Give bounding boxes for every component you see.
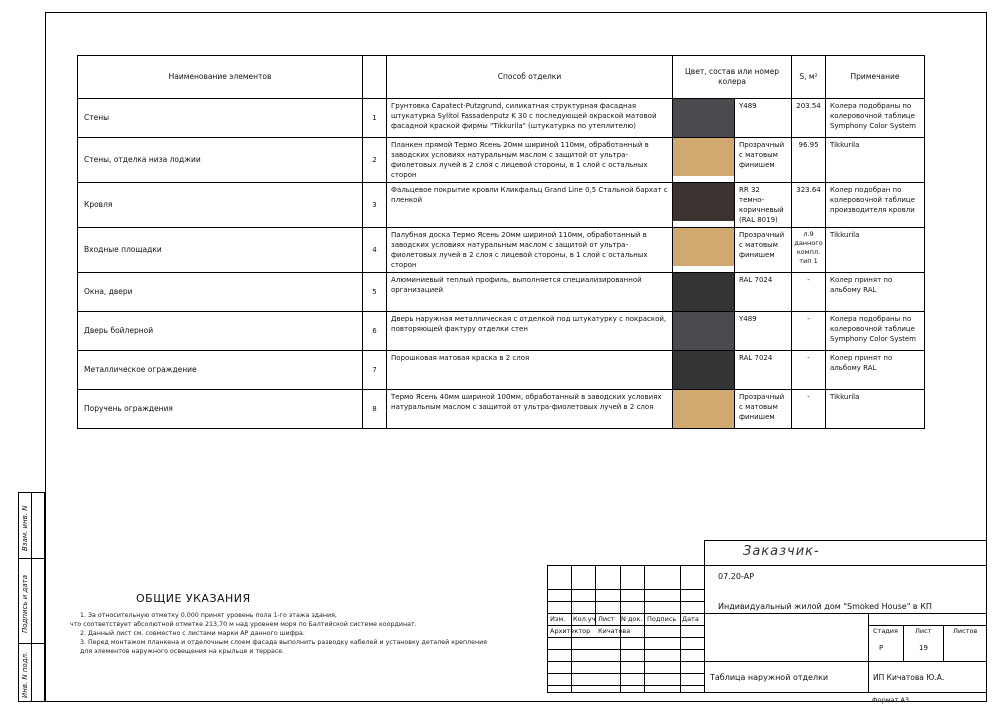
row-num: 2: [363, 138, 387, 183]
row-name: Входные площадки: [78, 228, 363, 273]
header-note: Примечание: [826, 56, 925, 99]
row-method: Фальцевое покрытие кровли Кликфальц Grand Line 0,5 Стальной бархат с пленкой: [387, 183, 673, 228]
stamp-line: [704, 540, 987, 541]
notes-line: 1. За относительную отметку 0.000 принят уровень пола 1-го этажа здания,: [80, 612, 337, 619]
table-row: [78, 183, 925, 228]
color-swatch-fill: [673, 183, 734, 221]
side-stamp-row-line: [19, 643, 44, 644]
table-row: [78, 351, 925, 390]
col-izm: Изм.: [550, 615, 566, 623]
stamp-line: [547, 565, 548, 692]
stamp-line: [943, 625, 944, 661]
notes-line: что соответствует абсолютной отметке 213,70 м над уровнем моря по Балтийской системе координат.: [70, 621, 417, 628]
row-note: Tikkurila: [826, 390, 925, 429]
row-color-code: Y489: [735, 99, 792, 138]
row-name: Дверь бойлерной: [78, 312, 363, 351]
customer-label: Заказчик-: [743, 544, 820, 559]
architect-name: Кичатова: [598, 627, 631, 635]
list-value: 19: [919, 644, 928, 652]
stamp-line: [868, 613, 869, 692]
row-name: Металлическое ограждение: [78, 351, 363, 390]
table-row: [78, 228, 925, 273]
stamp-line: [547, 692, 987, 693]
notes-title: ОБЩИЕ УКАЗАНИЯ: [136, 592, 251, 605]
row-name: Стены, отделка низа лоджии: [78, 138, 363, 183]
col-podpis: Подпись: [647, 615, 677, 623]
color-swatch: [673, 351, 735, 390]
row-color-code: RAL 7024: [735, 351, 792, 390]
col-kol: Кол.уч: [573, 615, 596, 623]
color-swatch: [673, 390, 735, 429]
row-method: Дверь наружная металлическая с отделкой под штукатурку с покраской, повторяющей фактуру отделки стен: [387, 312, 673, 351]
project-name: Индивидуальный жилой дом "Smoked House" в КП: [718, 602, 932, 611]
side-label-inv: Инв. N подл.: [21, 651, 29, 698]
row-color-code: Y489: [735, 312, 792, 351]
row-area: -: [792, 351, 826, 390]
sheet-title: Таблица наружной отделки: [710, 673, 829, 682]
color-swatch-fill: [673, 351, 734, 389]
role-architect: Архитектор: [550, 627, 591, 635]
row-method: Термо Ясень 40мм шириной 100мм, обработанный в заводских условиях натуральным маслом с защитой от ультра-фиолетовых лучей в 2 слоя: [387, 390, 673, 429]
table-row: [78, 273, 925, 312]
table-row: [78, 312, 925, 351]
row-area: -: [792, 312, 826, 351]
row-area: л.9 данного компл. тип 1: [792, 228, 826, 273]
col-ndok: N док.: [621, 615, 643, 623]
color-swatch: [673, 99, 735, 138]
stamp-line: [903, 625, 904, 661]
notes-line: 3. Перед монтажом планкена и отделочным слоем фасада выполнить разводку кабелей и установку деталей крепления: [80, 639, 487, 646]
row-num: 8: [363, 390, 387, 429]
stamp-line: [547, 565, 987, 566]
row-num: 7: [363, 351, 387, 390]
row-note: Колер принят по альбому RAL: [826, 273, 925, 312]
table-row: [78, 99, 925, 138]
color-swatch: [673, 183, 735, 228]
color-swatch-fill: [673, 228, 734, 266]
row-note: Колера подобраны по колеровочной таблице Symphony Color System: [826, 99, 925, 138]
general-notes: [70, 592, 540, 656]
row-note: Tikkurila: [826, 228, 925, 273]
header-color: Цвет, состав или номер колера: [673, 56, 792, 99]
header-area: S, м²: [792, 56, 826, 99]
table-header-row: [78, 56, 925, 99]
row-color-code: Прозрачный с матовым финишем: [735, 390, 792, 429]
row-method: Грунтовка Capatect-Putzgrund, силикатная структурная фасадная штукатурка Sylitol Fassadenputz K 30 с последующей окраской матовой фасадной краской фирмы "Tikkurila" (штукатурка по утеплителю): [387, 99, 673, 138]
color-swatch: [673, 273, 735, 312]
header-method: Способ отделки: [387, 56, 673, 99]
table-row: [78, 390, 925, 429]
finish-table: [77, 55, 925, 429]
side-stamp-row-line: [19, 558, 44, 559]
row-note: Колера подобраны по колеровочной таблице Symphony Color System: [826, 312, 925, 351]
row-area: 96.95: [792, 138, 826, 183]
side-label-vzam: Взам. инв. N: [21, 505, 29, 551]
row-method: Планкен прямой Термо Ясень 20мм шириной 110мм, обработанный в заводских условиях натуральным маслом с защитой от ультра-фиолетовых лучей в 2 слоя с лицевой стороны, в 1 слой с остальных сторон: [387, 138, 673, 183]
color-swatch-fill: [673, 138, 734, 176]
col-data: Дата: [682, 615, 699, 623]
header-name: Наименование элементов: [78, 56, 363, 99]
row-name: Окна, двери: [78, 273, 363, 312]
color-swatch: [673, 138, 735, 183]
stamp-line: [644, 565, 645, 692]
row-color-code: RAL 7024: [735, 273, 792, 312]
notes-line: 2. Данный лист см. совместно с листами марки АР данного шифра.: [80, 630, 305, 637]
row-area: -: [792, 390, 826, 429]
row-name: Стены: [78, 99, 363, 138]
stadia-label: Стадия: [873, 627, 898, 635]
stamp-line: [547, 613, 987, 614]
row-num: 3: [363, 183, 387, 228]
row-method: Порошковая матовая краска в 2 слоя: [387, 351, 673, 390]
row-num: 5: [363, 273, 387, 312]
stadia-value: Р: [879, 644, 884, 652]
row-color-code: RR 32 темно-коричневый (RAL 8019): [735, 183, 792, 228]
stamp-line: [547, 661, 987, 662]
stamp-line: [680, 565, 681, 692]
row-note: Tikkurila: [826, 138, 925, 183]
row-color-code: Прозрачный с матовым финишем: [735, 138, 792, 183]
header-num: [363, 56, 387, 99]
color-swatch-fill: [673, 273, 734, 311]
row-note: Колер принят по альбому RAL: [826, 351, 925, 390]
color-swatch: [673, 312, 735, 351]
row-color-code: Прозрачный с матовым финишем: [735, 228, 792, 273]
project-code: 07.20-АР: [718, 572, 755, 581]
listov-label: Листов: [953, 627, 978, 635]
row-name: Кровля: [78, 183, 363, 228]
row-area: -: [792, 273, 826, 312]
row-area: 323.64: [792, 183, 826, 228]
side-label-podpis: Подпись и дата: [21, 575, 29, 633]
color-swatch-fill: [673, 390, 734, 428]
row-method: Палубная доска Термо Ясень 20мм шириной 110мм, обработанный в заводских условиях натуральным маслом с защитой от ультра-фиолетовых лучей в 2 слоя с лицевой стороны, в 1 слой с остальных сторон: [387, 228, 673, 273]
row-num: 1: [363, 99, 387, 138]
row-name: Поручень ограждения: [78, 390, 363, 429]
color-swatch-fill: [673, 99, 734, 137]
row-note: Колер подобран по колеровочной таблице производителя кровли: [826, 183, 925, 228]
col-list: Лист: [598, 615, 615, 623]
color-swatch: [673, 228, 735, 273]
table-row: [78, 138, 925, 183]
stamp-line: [868, 625, 987, 626]
side-stamp: [18, 492, 45, 702]
color-swatch-fill: [673, 312, 734, 350]
list-label: Лист: [915, 627, 932, 635]
title-block: [547, 540, 987, 702]
row-method: Алюминиевый теплый профиль, выполняется специализированной организацией: [387, 273, 673, 312]
row-area: 203.54: [792, 99, 826, 138]
row-num: 6: [363, 312, 387, 351]
stamp-line: [704, 540, 705, 692]
format-label: Формат А3: [872, 696, 910, 704]
row-num: 4: [363, 228, 387, 273]
company-name: ИП Кичатова Ю.А.: [873, 673, 945, 682]
notes-line: для элементов наружного освещения на крыльце и террасе.: [80, 648, 285, 655]
